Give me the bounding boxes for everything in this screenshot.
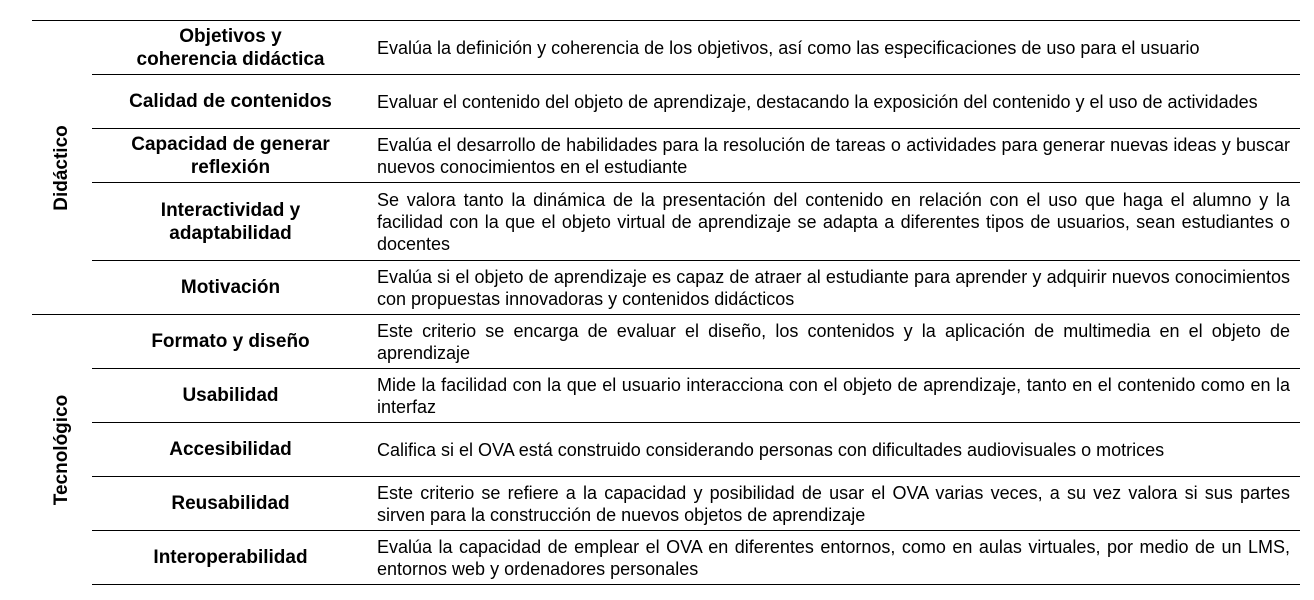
description-cell: Este criterio se encarga de evaluar el diseño, los contenidos y la aplicación de multimedia en el objeto de aprendizaje [369,315,1300,369]
table-row [32,477,1300,531]
criteria-table-container [32,20,1300,585]
description-cell: Evaluar el contenido del objeto de aprendizaje, destacando la exposición del contenido y el uso de actividades [369,75,1300,129]
criterion-line: Capacidad de generar reflexión [131,133,330,178]
description-cell: Evalúa si el objeto de aprendizaje es capaz de atraer al estudiante para aprender y adquirir nuevos conocimientos con propuestas innovadoras y contenidos didácticos [369,261,1300,315]
description-cell: Evalúa la definición y coherencia de los objetivos, así como las especificaciones de uso para el usuario [369,21,1300,75]
criterion-cell: Interoperabilidad [92,531,369,585]
description-cell: Se valora tanto la dinámica de la presentación del contenido en relación con el uso que haga el alumno y la facilidad con la que el objeto virtual de aprendizaje se adapta a diferentes tipos de usuarios, sean estudiantes o docentes [369,183,1300,261]
description-cell: Califica si el OVA está construido considerando personas con dificultades audiovisuales o motrices [369,423,1300,477]
criterion-cell: Calidad de contenidos [92,75,369,129]
dimension-label: Didáctico [51,124,72,211]
table-row [32,75,1300,129]
criterion-cell [92,183,369,261]
description-cell: Evalúa la capacidad de emplear el OVA en diferentes entornos, como en aulas virtuales, por medio de un LMS, entornos web y ordenadores personales [369,531,1300,585]
dimension-label: Tecnológico [51,394,72,505]
criterion-line: Interactividad y adaptabilidad [160,199,301,244]
table-row [32,315,1300,369]
criterion-cell: Usabilidad [92,369,369,423]
table-row [32,183,1300,261]
table-row [32,369,1300,423]
table-row [32,21,1300,75]
description-cell: Este criterio se refiere a la capacidad y posibilidad de usar el OVA varias veces, a su vez valora si sus partes sirven para la construcción de nuevos objetos de aprendizaje [369,477,1300,531]
criterion-cell: Motivación [92,261,369,315]
description-cell: Mide la facilidad con la que el usuario interacciona con el objeto de aprendizaje, tanto en el contenido como en la interfaz [369,369,1300,423]
table-row [32,423,1300,477]
criterion-cell [92,129,369,183]
evaluation-criteria-table [32,20,1300,585]
table-row [32,261,1300,315]
criterion-cell: Reusabilidad [92,477,369,531]
criterion-line: Objetivos y coherencia didáctica [136,25,325,70]
table-row [32,129,1300,183]
criterion-cell [92,21,369,75]
criterion-cell: Accesibilidad [92,423,369,477]
dimension-cell [32,21,92,315]
description-cell: Evalúa el desarrollo de habilidades para la resolución de tareas o actividades para generar nuevas ideas y buscar nuevos conocimientos en el estudiante [369,129,1300,183]
table-row [32,531,1300,585]
dimension-cell [32,315,92,585]
criterion-cell: Formato y diseño [92,315,369,369]
